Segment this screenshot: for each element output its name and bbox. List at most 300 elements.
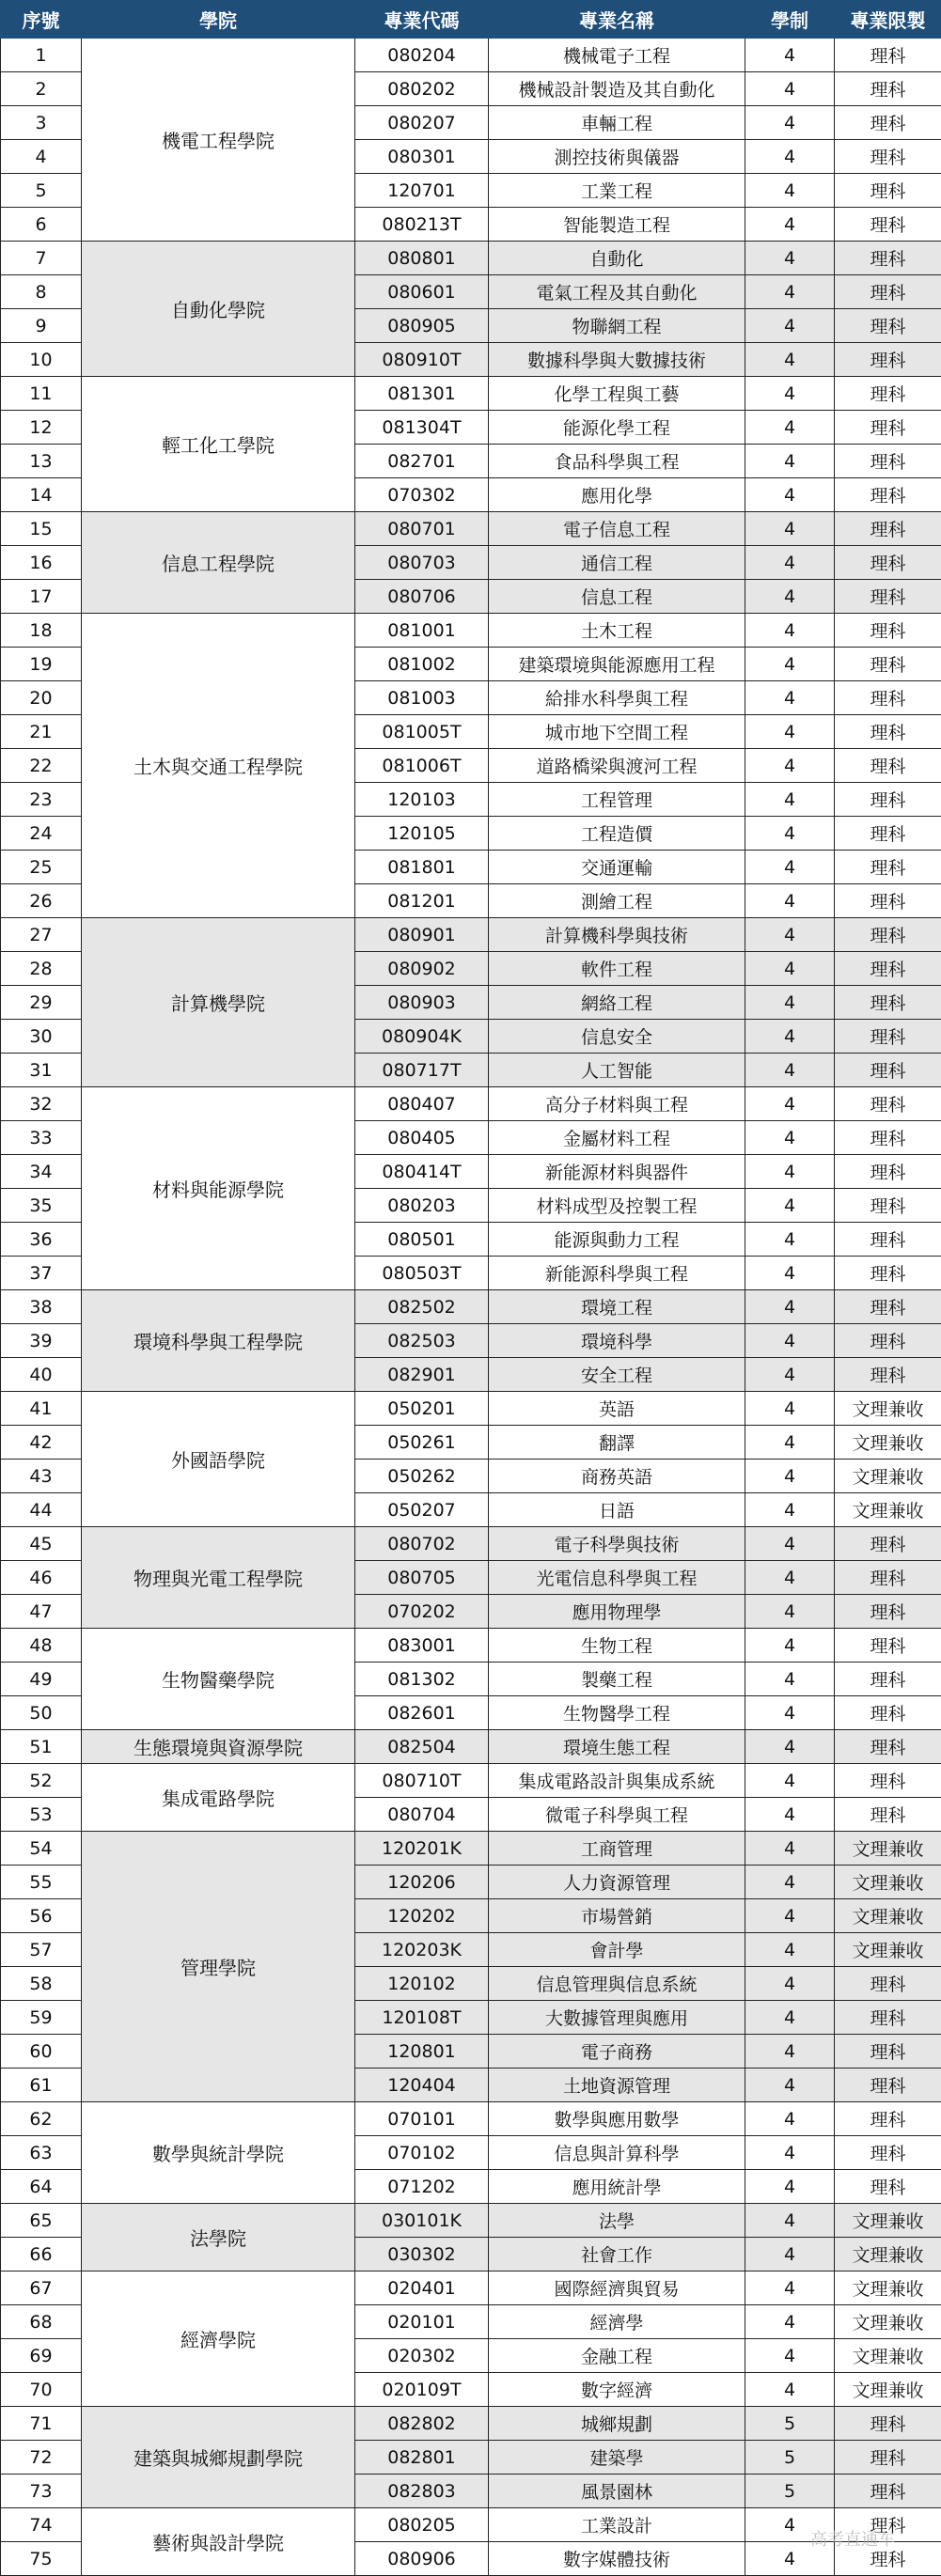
row-index-cell: 72 [1, 2441, 82, 2475]
duration-cell: 4 [745, 343, 835, 377]
restriction-cell: 理科 [835, 343, 941, 377]
row-index-cell: 29 [1, 986, 82, 1020]
table-row [1, 39, 941, 72]
major-name-cell: 工程管理 [489, 783, 745, 817]
table-row [1, 614, 941, 648]
duration-cell: 4 [745, 1595, 835, 1629]
duration-cell: 4 [745, 1223, 835, 1257]
row-index-cell: 21 [1, 715, 82, 749]
row-index-cell: 63 [1, 2136, 82, 2170]
major-code-cell: 020101 [355, 2305, 489, 2339]
major-code-cell: 082802 [355, 2407, 489, 2441]
restriction-cell: 文理兼收 [835, 2339, 941, 2373]
row-index-cell: 22 [1, 749, 82, 783]
major-code-cell: 120103 [355, 783, 489, 817]
duration-cell: 5 [745, 2407, 835, 2441]
duration-cell: 4 [745, 1561, 835, 1595]
table-row [1, 1730, 941, 1764]
restriction-cell: 理科 [835, 2542, 941, 2576]
major-name-cell: 給排水科學與工程 [489, 681, 745, 715]
major-code-cell: 082901 [355, 1358, 489, 1392]
row-index-cell: 64 [1, 2170, 82, 2204]
major-code-cell: 080204 [355, 39, 489, 72]
major-name-cell: 數學與應用數學 [489, 2102, 745, 2136]
college-name: 生態環境與資源學院 [82, 1730, 355, 1764]
table-row [1, 242, 941, 275]
major-name-cell: 通信工程 [489, 546, 745, 580]
major-name-cell: 機械設計製造及其自動化 [489, 72, 745, 106]
major-code-cell: 081201 [355, 884, 489, 918]
major-name-cell: 環境生態工程 [489, 1730, 745, 1764]
duration-cell: 4 [745, 546, 835, 580]
major-code-cell: 020109T [355, 2373, 489, 2407]
major-code-cell: 080705 [355, 1561, 489, 1595]
restriction-cell: 理科 [835, 1764, 941, 1798]
row-index-cell: 58 [1, 1967, 82, 2001]
restriction-cell: 理科 [835, 140, 941, 174]
table-row [1, 1527, 941, 1561]
restriction-cell: 理科 [835, 2035, 941, 2069]
major-code-cell: 080213T [355, 208, 489, 242]
row-index-cell: 50 [1, 1696, 82, 1730]
major-code-cell: 082701 [355, 445, 489, 478]
duration-cell: 4 [745, 2170, 835, 2204]
table-row [1, 2407, 941, 2441]
major-name-cell: 能源化學工程 [489, 411, 745, 445]
college-name: 信息工程學院 [82, 512, 355, 614]
duration-cell: 4 [745, 1933, 835, 1967]
duration-cell: 4 [745, 2136, 835, 2170]
table-row [1, 512, 941, 546]
major-name-cell: 市場營銷 [489, 1899, 745, 1933]
restriction-cell: 文理兼收 [835, 2238, 941, 2272]
duration-cell: 4 [745, 986, 835, 1020]
restriction-cell: 理科 [835, 208, 941, 242]
row-index-cell: 61 [1, 2069, 82, 2102]
row-index-cell: 1 [1, 39, 82, 72]
restriction-cell: 理科 [835, 2475, 941, 2508]
major-code-cell: 082503 [355, 1324, 489, 1358]
major-name-cell: 集成電路設計與集成系統 [489, 1764, 745, 1798]
restriction-cell: 理科 [835, 1290, 941, 1324]
major-code-cell: 080903 [355, 986, 489, 1020]
duration-cell: 4 [745, 1290, 835, 1324]
major-name-cell: 風景園林 [489, 2475, 745, 2508]
major-code-cell: 081003 [355, 681, 489, 715]
major-code-cell: 050207 [355, 1493, 489, 1527]
row-index-cell: 62 [1, 2102, 82, 2136]
major-code-cell: 082502 [355, 1290, 489, 1324]
duration-cell: 4 [745, 2305, 835, 2339]
restriction-cell: 理科 [835, 851, 941, 884]
restriction-cell: 理科 [835, 1663, 941, 1696]
major-name-cell: 土木工程 [489, 614, 745, 648]
college-name: 機電工程學院 [82, 39, 355, 242]
college-name: 材料與能源學院 [82, 1087, 355, 1290]
duration-cell: 4 [745, 1189, 835, 1223]
row-index-cell: 23 [1, 783, 82, 817]
restriction-cell: 文理兼收 [835, 1866, 941, 1899]
duration-cell: 4 [745, 1866, 835, 1899]
duration-cell: 4 [745, 377, 835, 411]
major-code-cell: 080405 [355, 1121, 489, 1155]
duration-cell: 4 [745, 1832, 835, 1866]
table-row [1, 2204, 941, 2238]
restriction-cell: 理科 [835, 2136, 941, 2170]
row-index-cell: 9 [1, 309, 82, 343]
row-index-cell: 5 [1, 174, 82, 208]
row-index-cell: 71 [1, 2407, 82, 2441]
duration-cell: 4 [745, 1798, 835, 1832]
row-index-cell: 57 [1, 1933, 82, 1967]
row-index-cell: 10 [1, 343, 82, 377]
row-index-cell: 4 [1, 140, 82, 174]
restriction-cell: 文理兼收 [835, 2204, 941, 2238]
major-code-cell: 050201 [355, 1392, 489, 1426]
restriction-cell: 理科 [835, 546, 941, 580]
major-code-cell: 081304T [355, 411, 489, 445]
major-code-cell: 080414T [355, 1155, 489, 1189]
major-name-cell: 城鄉規劃 [489, 2407, 745, 2441]
restriction-cell: 理科 [835, 783, 941, 817]
major-name-cell: 軟件工程 [489, 952, 745, 986]
duration-cell: 5 [745, 2441, 835, 2475]
major-code-cell: 120105 [355, 817, 489, 851]
major-name-cell: 信息與計算科學 [489, 2136, 745, 2170]
restriction-cell: 理科 [835, 1967, 941, 2001]
restriction-cell: 理科 [835, 106, 941, 140]
duration-cell: 4 [745, 2542, 835, 2576]
restriction-cell: 理科 [835, 1696, 941, 1730]
duration-cell: 4 [745, 648, 835, 681]
duration-cell: 4 [745, 1054, 835, 1087]
row-index-cell: 24 [1, 817, 82, 851]
table-row [1, 1290, 941, 1324]
header-row [1, 1, 941, 39]
column-header-college: 學院 [82, 1, 355, 39]
major-code-cell: 120206 [355, 1866, 489, 1899]
restriction-cell: 理科 [835, 2069, 941, 2102]
row-index-cell: 2 [1, 72, 82, 106]
major-code-cell: 120201K [355, 1832, 489, 1866]
major-name-cell: 人工智能 [489, 1054, 745, 1087]
row-index-cell: 32 [1, 1087, 82, 1121]
major-name-cell: 應用物理學 [489, 1595, 745, 1629]
major-name-cell: 電子科學與技術 [489, 1527, 745, 1561]
restriction-cell: 理科 [835, 918, 941, 952]
major-name-cell: 翻譯 [489, 1426, 745, 1460]
major-name-cell: 網絡工程 [489, 986, 745, 1020]
row-index-cell: 28 [1, 952, 82, 986]
major-code-cell: 120404 [355, 2069, 489, 2102]
college-name: 外國語學院 [82, 1392, 355, 1527]
row-index-cell: 54 [1, 1832, 82, 1866]
row-index-cell: 17 [1, 580, 82, 614]
restriction-cell: 理科 [835, 1358, 941, 1392]
restriction-cell: 理科 [835, 817, 941, 851]
major-name-cell: 社會工作 [489, 2238, 745, 2272]
major-code-cell: 080704 [355, 1798, 489, 1832]
college-name: 集成電路學院 [82, 1764, 355, 1832]
restriction-cell: 理科 [835, 614, 941, 648]
row-index-cell: 55 [1, 1866, 82, 1899]
major-name-cell: 國際經濟與貿易 [489, 2272, 745, 2305]
duration-cell: 4 [745, 2508, 835, 2542]
duration-cell: 4 [745, 478, 835, 512]
duration-cell: 4 [745, 72, 835, 106]
restriction-cell: 理科 [835, 1561, 941, 1595]
major-code-cell: 120701 [355, 174, 489, 208]
major-name-cell: 土地資源管理 [489, 2069, 745, 2102]
duration-cell: 4 [745, 1426, 835, 1460]
restriction-cell: 文理兼收 [835, 1832, 941, 1866]
college-name: 建築與城鄉規劃學院 [82, 2407, 355, 2508]
college-name: 法學院 [82, 2204, 355, 2272]
major-name-cell: 化學工程與工藝 [489, 377, 745, 411]
major-code-cell: 080901 [355, 918, 489, 952]
restriction-cell: 理科 [835, 377, 941, 411]
table-row [1, 377, 941, 411]
row-index-cell: 15 [1, 512, 82, 546]
row-index-cell: 38 [1, 1290, 82, 1324]
college-name: 計算機學院 [82, 918, 355, 1087]
major-code-cell: 080407 [355, 1087, 489, 1121]
duration-cell: 4 [745, 2373, 835, 2407]
major-code-cell: 030302 [355, 2238, 489, 2272]
major-name-cell: 自動化 [489, 242, 745, 275]
major-name-cell: 機械電子工程 [489, 39, 745, 72]
restriction-cell: 理科 [835, 1155, 941, 1189]
restriction-cell: 理科 [835, 681, 941, 715]
restriction-cell: 理科 [835, 2407, 941, 2441]
restriction-cell: 理科 [835, 1527, 941, 1561]
restriction-cell: 文理兼收 [835, 1460, 941, 1493]
row-index-cell: 8 [1, 275, 82, 309]
major-code-cell: 120801 [355, 2035, 489, 2069]
column-header-restriction: 專業限製 [835, 1, 941, 39]
row-index-cell: 43 [1, 1460, 82, 1493]
major-code-cell: 080910T [355, 343, 489, 377]
row-index-cell: 36 [1, 1223, 82, 1257]
row-index-cell: 41 [1, 1392, 82, 1426]
college-name: 輕工化工學院 [82, 377, 355, 512]
duration-cell: 4 [745, 1121, 835, 1155]
row-index-cell: 46 [1, 1561, 82, 1595]
major-code-cell: 050261 [355, 1426, 489, 1460]
row-index-cell: 16 [1, 546, 82, 580]
major-name-cell: 建築學 [489, 2441, 745, 2475]
duration-cell: 4 [745, 2339, 835, 2373]
major-name-cell: 新能源材料與器件 [489, 1155, 745, 1189]
restriction-cell: 理科 [835, 1629, 941, 1663]
table-row [1, 1392, 941, 1426]
restriction-cell: 理科 [835, 1189, 941, 1223]
major-code-cell: 080706 [355, 580, 489, 614]
row-index-cell: 70 [1, 2373, 82, 2407]
major-code-cell: 080801 [355, 242, 489, 275]
major-code-cell: 080207 [355, 106, 489, 140]
major-name-cell: 測繪工程 [489, 884, 745, 918]
duration-cell: 4 [745, 106, 835, 140]
row-index-cell: 65 [1, 2204, 82, 2238]
restriction-cell: 理科 [835, 1324, 941, 1358]
watermark: 高考直通车 [810, 2526, 895, 2551]
column-header-duration: 學制 [745, 1, 835, 39]
duration-cell: 4 [745, 580, 835, 614]
restriction-cell: 理科 [835, 411, 941, 445]
duration-cell: 4 [745, 1493, 835, 1527]
major-code-cell: 082801 [355, 2441, 489, 2475]
row-index-cell: 66 [1, 2238, 82, 2272]
restriction-cell: 文理兼收 [835, 1426, 941, 1460]
column-header-major-code: 專業代碼 [355, 1, 489, 39]
duration-cell: 4 [745, 1696, 835, 1730]
restriction-cell: 理科 [835, 952, 941, 986]
row-index-cell: 48 [1, 1629, 82, 1663]
duration-cell: 4 [745, 242, 835, 275]
table-row [1, 918, 941, 952]
restriction-cell: 文理兼收 [835, 1933, 941, 1967]
major-name-cell: 智能製造工程 [489, 208, 745, 242]
major-name-cell: 數據科學與大數據技術 [489, 343, 745, 377]
restriction-cell: 理科 [835, 275, 941, 309]
row-index-cell: 39 [1, 1324, 82, 1358]
major-code-cell: 120203K [355, 1933, 489, 1967]
major-code-cell: 120202 [355, 1899, 489, 1933]
major-code-cell: 081005T [355, 715, 489, 749]
restriction-cell: 理科 [835, 445, 941, 478]
major-name-cell: 信息管理與信息系統 [489, 1967, 745, 2001]
row-index-cell: 30 [1, 1020, 82, 1054]
duration-cell: 4 [745, 1663, 835, 1696]
major-name-cell: 法學 [489, 2204, 745, 2238]
table-body [1, 39, 941, 2576]
row-index-cell: 42 [1, 1426, 82, 1460]
major-name-cell: 信息工程 [489, 580, 745, 614]
table-row [1, 1832, 941, 1866]
row-index-cell: 53 [1, 1798, 82, 1832]
table-row [1, 1629, 941, 1663]
major-name-cell: 計算機科學與技術 [489, 918, 745, 952]
college-name: 生物醫藥學院 [82, 1629, 355, 1730]
duration-cell: 4 [745, 140, 835, 174]
row-index-cell: 40 [1, 1358, 82, 1392]
duration-cell: 5 [745, 2475, 835, 2508]
row-index-cell: 13 [1, 445, 82, 478]
major-name-cell: 車輛工程 [489, 106, 745, 140]
duration-cell: 4 [745, 2102, 835, 2136]
major-name-cell: 會計學 [489, 1933, 745, 1967]
restriction-cell: 理科 [835, 1257, 941, 1290]
duration-cell: 4 [745, 2001, 835, 2035]
major-name-cell: 工商管理 [489, 1832, 745, 1866]
major-name-cell: 環境科學 [489, 1324, 745, 1358]
table-row [1, 1087, 941, 1121]
row-index-cell: 44 [1, 1493, 82, 1527]
major-name-cell: 建築環境與能源應用工程 [489, 648, 745, 681]
major-name-cell: 大數據管理與應用 [489, 2001, 745, 2035]
restriction-cell: 理科 [835, 580, 941, 614]
major-name-cell: 城市地下空間工程 [489, 715, 745, 749]
major-code-cell: 080703 [355, 546, 489, 580]
major-name-cell: 測控技術與儀器 [489, 140, 745, 174]
major-name-cell: 電氣工程及其自動化 [489, 275, 745, 309]
row-index-cell: 3 [1, 106, 82, 140]
table-row [1, 2508, 941, 2542]
major-code-cell: 081302 [355, 1663, 489, 1696]
college-name: 自動化學院 [82, 242, 355, 377]
major-name-cell: 安全工程 [489, 1358, 745, 1392]
table-row [1, 1764, 941, 1798]
restriction-cell: 理科 [835, 72, 941, 106]
duration-cell: 4 [745, 208, 835, 242]
major-name-cell: 信息安全 [489, 1020, 745, 1054]
duration-cell: 4 [745, 1730, 835, 1764]
major-code-cell: 082803 [355, 2475, 489, 2508]
row-index-cell: 49 [1, 1663, 82, 1696]
row-index-cell: 27 [1, 918, 82, 952]
row-index-cell: 60 [1, 2035, 82, 2069]
duration-cell: 4 [745, 749, 835, 783]
duration-cell: 4 [745, 2069, 835, 2102]
major-name-cell: 英語 [489, 1392, 745, 1426]
restriction-cell: 理科 [835, 2170, 941, 2204]
duration-cell: 4 [745, 783, 835, 817]
row-index-cell: 25 [1, 851, 82, 884]
college-name: 物理與光電工程學院 [82, 1527, 355, 1629]
major-code-cell: 070202 [355, 1595, 489, 1629]
row-index-cell: 51 [1, 1730, 82, 1764]
major-name-cell: 高分子材料與工程 [489, 1087, 745, 1121]
major-name-cell: 人力資源管理 [489, 1866, 745, 1899]
table-row [1, 2102, 941, 2136]
major-name-cell: 經濟學 [489, 2305, 745, 2339]
duration-cell: 4 [745, 2238, 835, 2272]
row-index-cell: 52 [1, 1764, 82, 1798]
major-code-cell: 070302 [355, 478, 489, 512]
row-index-cell: 45 [1, 1527, 82, 1561]
major-code-cell: 080906 [355, 2542, 489, 2576]
restriction-cell: 理科 [835, 1121, 941, 1155]
row-index-cell: 35 [1, 1189, 82, 1223]
major-code-cell: 081001 [355, 614, 489, 648]
restriction-cell: 理科 [835, 478, 941, 512]
restriction-cell: 理科 [835, 1798, 941, 1832]
row-index-cell: 37 [1, 1257, 82, 1290]
duration-cell: 4 [745, 445, 835, 478]
row-index-cell: 31 [1, 1054, 82, 1087]
duration-cell: 4 [745, 1527, 835, 1561]
major-code-cell: 080203 [355, 1189, 489, 1223]
major-name-cell: 金融工程 [489, 2339, 745, 2373]
row-index-cell: 74 [1, 2508, 82, 2542]
restriction-cell: 理科 [835, 512, 941, 546]
college-name: 數學與統計學院 [82, 2102, 355, 2204]
major-name-cell: 物聯網工程 [489, 309, 745, 343]
major-name-cell: 金屬材料工程 [489, 1121, 745, 1155]
restriction-cell: 理科 [835, 2102, 941, 2136]
row-index-cell: 47 [1, 1595, 82, 1629]
major-code-cell: 070101 [355, 2102, 489, 2136]
duration-cell: 4 [745, 1764, 835, 1798]
major-name-cell: 生物工程 [489, 1629, 745, 1663]
duration-cell: 4 [745, 2204, 835, 2238]
restriction-cell: 理科 [835, 648, 941, 681]
major-name-cell: 工業工程 [489, 174, 745, 208]
table-header [1, 1, 941, 39]
major-name-cell: 材料成型及控製工程 [489, 1189, 745, 1223]
restriction-cell: 理科 [835, 242, 941, 275]
